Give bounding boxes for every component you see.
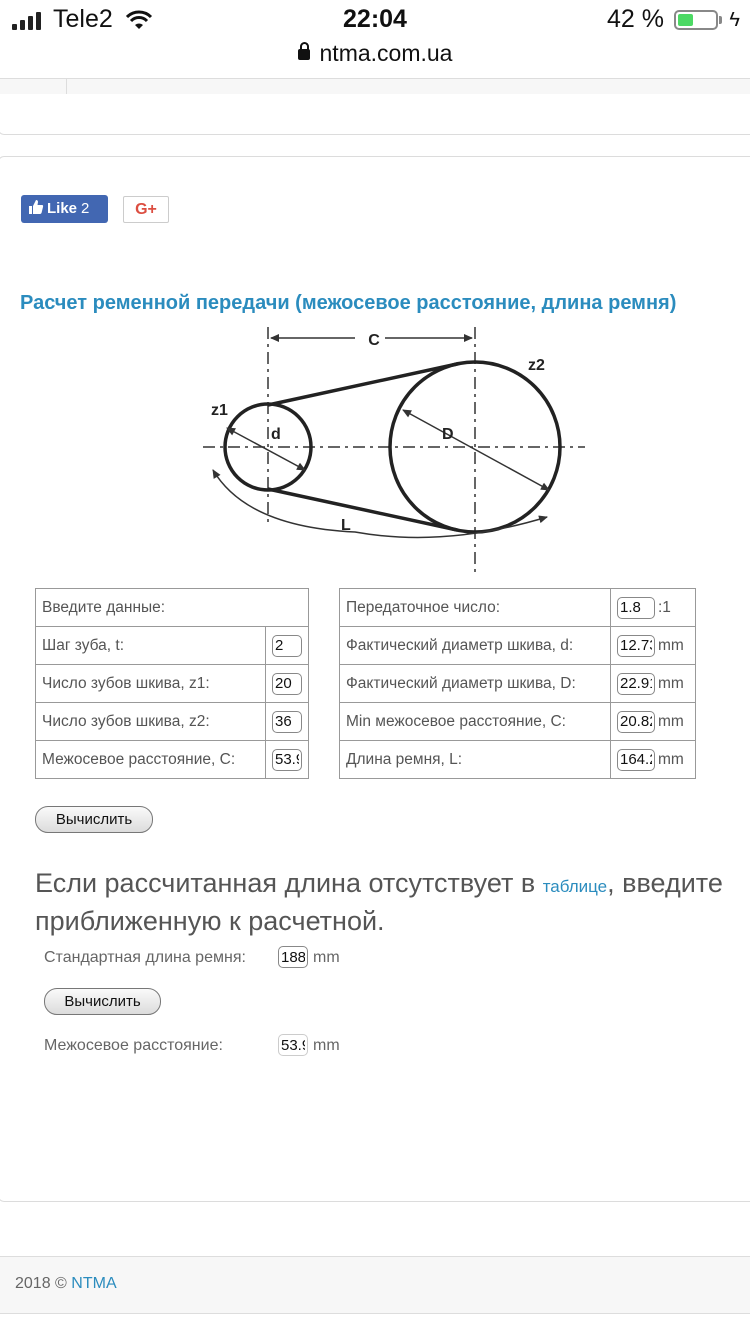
table-row <box>36 665 309 703</box>
label-c: C <box>368 332 380 349</box>
small-diameter-output[interactable] <box>617 635 655 657</box>
table-row <box>36 703 309 741</box>
table-row <box>36 741 309 779</box>
note-text-end: , введите <box>607 868 723 898</box>
belt-upper <box>268 364 457 405</box>
z2-teeth-input[interactable] <box>272 711 302 733</box>
large-diameter-label: Фактический диаметр шкива, D: <box>340 665 611 703</box>
belt-length-unit: mm <box>658 751 684 768</box>
table-row <box>340 589 696 627</box>
center-distance-result-unit: mm <box>313 1037 340 1054</box>
tooth-pitch-input[interactable] <box>272 635 302 657</box>
min-center-distance-label: Min межосевое расстояние, C: <box>340 703 611 741</box>
battery-percent: 42 % <box>607 5 664 33</box>
note-text-start: Если рассчитанная длина отсутствует в <box>35 868 543 898</box>
d-dimension-arrow <box>227 428 305 470</box>
label-l: L <box>341 517 351 534</box>
clock: 22:04 <box>343 5 407 33</box>
tooth-pitch-label: Шаг зуба, t: <box>36 627 266 665</box>
label-big-d: D <box>442 426 454 443</box>
table-link[interactable]: таблице <box>542 877 608 896</box>
table-row <box>340 703 696 741</box>
z2-teeth-label: Число зубов шкива, z2: <box>36 703 266 741</box>
small-diameter-label: Фактический диаметр шкива, d: <box>340 627 611 665</box>
belt-length-output[interactable] <box>617 749 655 771</box>
input-table-header-row <box>36 589 309 627</box>
large-diameter-unit: mm <box>658 675 684 692</box>
status-bar <box>0 0 750 40</box>
carrier-name: Tele2 <box>53 5 113 33</box>
label-z2: z2 <box>528 357 545 374</box>
footer <box>0 1256 750 1314</box>
page-title: Расчет ременной передачи (межосевое расстояние, длина ремня) <box>20 292 677 314</box>
belt-length-label: Длина ремня, L: <box>340 741 611 779</box>
center-distance-label: Межосевое расстояние, C: <box>36 741 266 779</box>
gear-ratio-label: Передаточное число: <box>340 589 611 627</box>
center-distance-result-output[interactable] <box>278 1034 308 1056</box>
center-distance-result-label: Межосевое расстояние: <box>44 1037 223 1054</box>
ntma-link[interactable]: NTMA <box>71 1275 117 1292</box>
top-card <box>0 94 750 135</box>
label-z1: z1 <box>211 402 228 419</box>
input-table <box>35 588 309 779</box>
standard-length-label: Стандартная длина ремня: <box>44 949 246 966</box>
thumbs-up-icon <box>28 199 44 215</box>
min-center-distance-output[interactable] <box>617 711 655 733</box>
label-d: d <box>271 426 281 443</box>
copyright <box>15 1275 117 1293</box>
small-diameter-unit: mm <box>658 637 684 654</box>
url-text: ntma.com.ua <box>319 40 453 66</box>
belt-drive-diagram <box>195 322 595 574</box>
like-label: Like <box>47 200 78 217</box>
table-row <box>340 627 696 665</box>
facebook-like-button[interactable] <box>21 195 108 223</box>
table-row <box>340 665 696 703</box>
z1-teeth-label: Число зубов шкива, z1: <box>36 665 266 703</box>
gear-ratio-output[interactable] <box>617 597 655 619</box>
center-distance-input[interactable] <box>272 749 302 771</box>
large-diameter-output[interactable] <box>617 673 655 695</box>
standard-length-input[interactable] <box>278 946 308 968</box>
standard-length-unit: mm <box>313 949 340 966</box>
lock-icon <box>298 49 310 60</box>
calculate-distance-button[interactable]: Вычислить <box>44 988 161 1015</box>
min-center-distance-unit: mm <box>658 713 684 730</box>
copyright-text: 2018 © <box>15 1275 67 1292</box>
like-count: 2 <box>81 200 90 217</box>
google-plus-button[interactable]: G+ <box>123 196 169 223</box>
gear-ratio-unit: :1 <box>658 599 671 616</box>
battery-level <box>678 14 693 26</box>
table-row <box>340 741 696 779</box>
standard-length-note <box>35 866 750 938</box>
big-d-dimension-arrow <box>403 410 549 490</box>
table-row <box>36 627 309 665</box>
battery-icon <box>674 10 718 30</box>
battery-tip <box>719 16 722 24</box>
address-bar[interactable] <box>0 40 750 70</box>
result-table <box>339 588 696 779</box>
note-text-line2: приближенную к расчетной. <box>35 906 385 936</box>
z1-teeth-input[interactable] <box>272 673 302 695</box>
charging-bolt-icon: ϟ <box>729 9 740 31</box>
input-table-header: Введите данные: <box>36 589 309 627</box>
calculate-button[interactable]: Вычислить <box>35 806 153 833</box>
